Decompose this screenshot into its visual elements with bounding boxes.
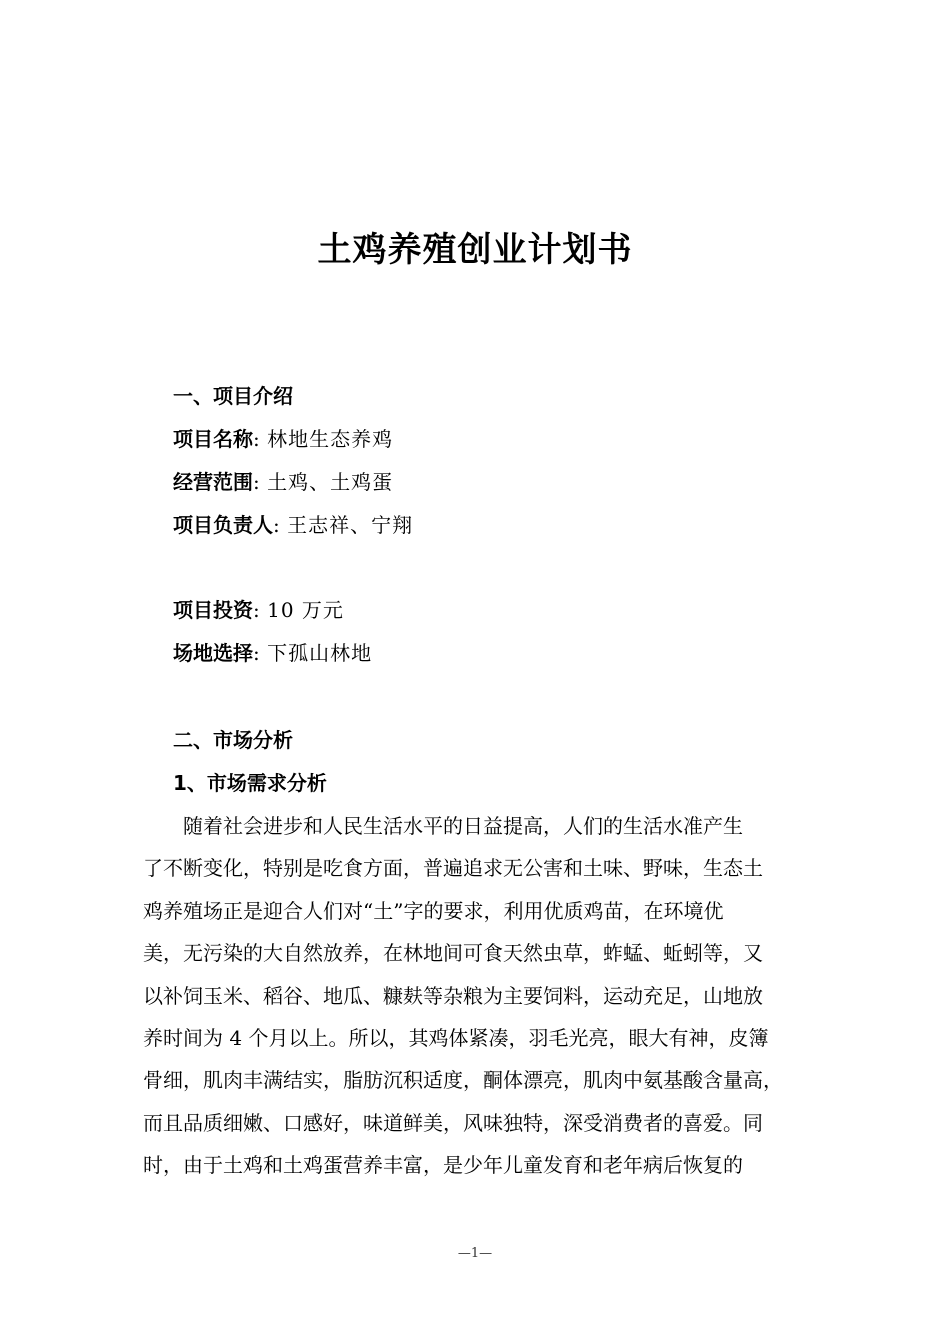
document-title: 土鸡养殖创业计划书 [317,230,633,270]
field-label: 场地选择 [173,641,253,665]
paragraph-line: 随着社会进步和人民生活水平的日益提高，人们的生活水准产生 [183,814,743,838]
paragraph-line: 鸡养殖场正是迎合人们对“土”字的要求，利用优质鸡苗，在环境优 [143,898,724,923]
paragraph-line: 骨细，肌肉丰满结实，脂肪沉积适度，酮体漂亮，肌肉中氨基酸含量高， [143,1068,783,1093]
field-project-leader [173,509,413,538]
field-value: 10 万元 [267,598,344,622]
field-colon: : [253,641,261,665]
field-value: 下孤山林地 [267,641,373,665]
subsection-heading-market-demand: 1、市场需求分析 [173,771,327,795]
field-value: 土鸡、土鸡蛋 [267,470,394,494]
market-demand-paragraph [143,805,809,1187]
field-colon: : [253,470,261,494]
field-label: 项目投资 [173,598,253,622]
field-project-name [173,423,393,452]
field-colon: : [253,427,261,451]
paragraph-line: 美，无污染的大自然放养，在林地间可食天然虫草，蚱蜢、蚯蚓等，又 [143,941,763,966]
field-project-investment [173,594,344,623]
field-label: 经营范围 [173,470,253,494]
field-value: 王志祥、宁翔 [287,513,414,537]
paragraph-line: 而且品质细嫩、口感好，味道鲜美，风味独特，深受消费者的喜爱。同 [143,1110,763,1135]
paragraph-line: 以补饲玉米、稻谷、地瓜、糠麸等杂粮为主要饲料，运动充足，山地放 [143,983,763,1008]
field-colon: : [253,598,261,622]
paragraph-line: 时，由于土鸡和土鸡蛋营养丰富，是少年儿童发育和老年病后恢复的 [143,1153,743,1178]
paragraph-line: 养时间为 4 个月以上。所以，其鸡体紧凑，羽毛光亮，眼大有神，皮簿 [143,1025,769,1050]
section-heading-project-intro: 一、项目介绍 [173,384,293,408]
field-value: 林地生态养鸡 [267,427,394,451]
section-heading-market-analysis: 二、市场分析 [173,728,293,752]
field-label: 项目名称 [173,427,253,451]
field-colon: : [273,513,281,537]
paragraph-line: 了不断变化，特别是吃食方面，普遍追求无公害和土味、野味，生态土 [143,856,763,881]
field-business-scope [173,466,393,495]
page-number: —1— [457,1246,493,1261]
field-site-selection [173,637,372,666]
field-label: 项目负责人 [173,513,273,537]
